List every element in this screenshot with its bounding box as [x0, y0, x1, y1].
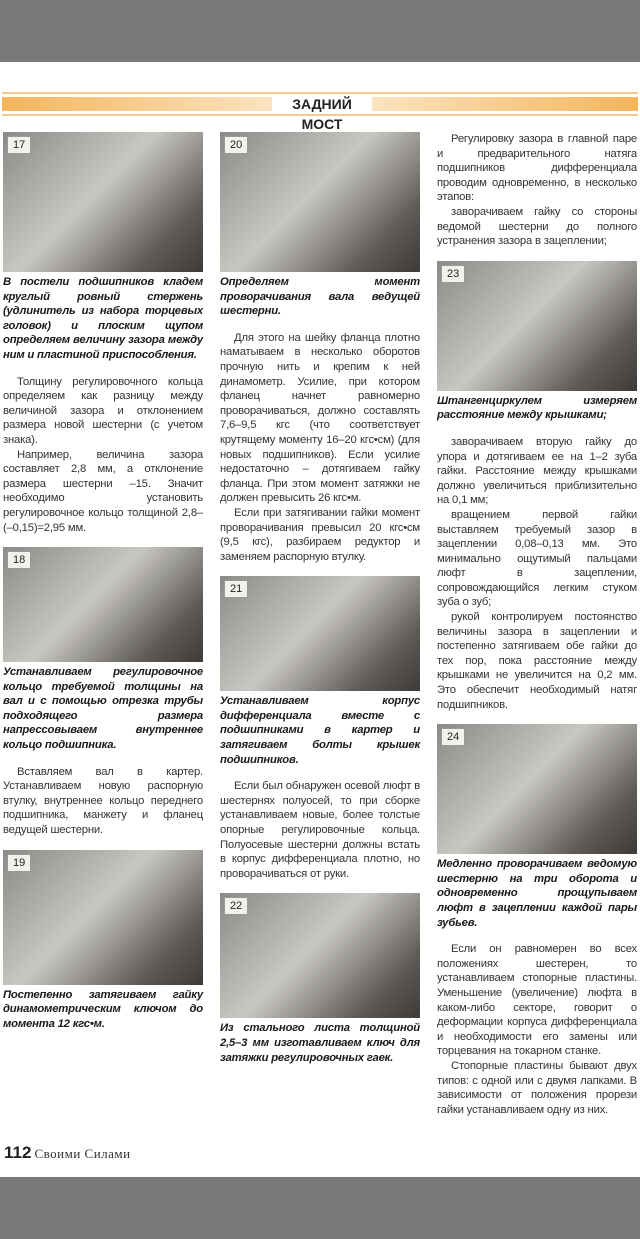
- page-footer: [4, 1143, 640, 1163]
- figure-caption: Устанавливаем регулировочное кольцо требуемой толщины на вал и с помощью отрезка трубы подходящего размера напрессовываем внутреннее кольцо подшипника.: [3, 666, 203, 752]
- photo-22: [220, 893, 420, 1018]
- figure-caption: Из стального листа толщиной 2,5–3 мм изготавливаем ключ для затяжки регулировочных гаек.: [220, 1022, 420, 1064]
- figure-caption: Штангенциркулем измеряем расстояние между крышками;: [437, 394, 637, 422]
- viewer-bottom-bar: [0, 1177, 640, 1239]
- column-1: [3, 132, 203, 1129]
- figure-caption: Постепенно затягиваем гайку динамометрическим ключом до момента 12 кгс•м.: [3, 988, 203, 1030]
- paragraph: Толщину регулировочного кольца определяем как разницу между величиной зазора и отклонением размера новой шестерни (с учетом знака).: [3, 375, 203, 446]
- figure-number: 23: [441, 265, 465, 283]
- paragraph: заворачиваем вторую гайку до упора и дотягиваем ее на 1–2 зуба гайки. Расстояние между крышками должно увеличиться приблизительно на 0,1 мм;: [437, 435, 637, 507]
- figure-caption: Определяем момент проворачивания вала ведущей шестерни.: [220, 276, 420, 318]
- column-3: [437, 132, 637, 1129]
- paragraph: Если был обнаружен осевой люфт в шестернях полуосей, то при сборке устанавливаем новые, более толстые опорные регулировочные кольца. Полуосевые шестерни должны встать в корпус дифференциала плотно, но проворачиваться от руки.: [220, 780, 420, 880]
- body-text: [437, 435, 637, 712]
- paragraph: Стопорные пластины бывают двух типов: с одной или с двумя лапками. В зависимости от положения прорези гайки устанавливаем одну из них.: [437, 1059, 637, 1116]
- paragraph: Если он равномерен во всех положениях шестерен, то устанавливаем стопорные пластины. Уменьшение (увеличение) люфта в каком-либо секторе, говорит о деформации корпуса дифференциала и необходимости его замены или торцевания на токарном станке.: [437, 943, 637, 1058]
- photo-18: [3, 547, 203, 662]
- magazine-page: [0, 62, 640, 1177]
- paragraph: Регулировку зазора в главной паре и предварительного натяга подшипников дифференциала проводим одновременно, в несколько этапов:: [437, 133, 637, 204]
- section-header: [2, 92, 638, 132]
- figure-number: 19: [7, 854, 31, 872]
- body-text: [3, 375, 203, 536]
- photo-20: [220, 132, 420, 272]
- body-text: [220, 779, 420, 881]
- header-bar-left: [2, 97, 272, 111]
- photo-19: [3, 850, 203, 985]
- paragraph: Если при затягивании гайки момент проворачивания превысил 20 кгс•см (9,5 кгс), разбираем редуктор и заменяем распорную втулку.: [220, 506, 420, 563]
- page-number: 112: [4, 1143, 32, 1163]
- figure-number: 18: [7, 551, 31, 569]
- figure-caption: В постели подшипников кладем круглый ровный стержень (удлинитель из набора торцевых головок) и плоским щупом определяем величину зазора между ним и пластиной приспособления.: [3, 276, 203, 361]
- paragraph: рукой контролируем постоянство величины зазора в зацеплении и постепенно затягиваем обе гайки до тех пор, пока расстояние между крышками не увеличится на 0,2 мм. Это обеспечит необходимый натяг подшипников.: [437, 611, 637, 711]
- figure-number: 20: [224, 136, 248, 154]
- magazine-name: Своими Силами: [34, 1146, 131, 1162]
- columns: [0, 116, 640, 1129]
- figure-caption: Устанавливаем корпус дифференциала вместе с подшипниками в картер и затягиваем болты крышек подшипников.: [220, 695, 420, 766]
- body-text: [220, 331, 420, 565]
- paragraph: Для этого на шейку фланца плотно наматываем в несколько оборотов прочную нить и крепим к ней динамометр. Усилие, при котором фланец начнет равномерно проворачиваться, должно составлять 7,6–9,5 кгс (что соответствует крутящему моменту 16–20 кгс•см) (для новых подшипников). Если усилие недостаточно – дотягиваем гайку фланца. При этом момент затяжки не должен превысить 26 кгс•м.: [220, 331, 420, 505]
- section-title: ЗАДНИЙ МОСТ: [274, 94, 370, 114]
- photo-17: [3, 132, 203, 272]
- body-text: [3, 765, 203, 838]
- paragraph: Вставляем вал в картер. Устанавливаем новую распорную втулку, внутреннее кольцо переднего подшипника, манжету и фланец ведущей шестерни.: [3, 765, 203, 837]
- figure-number: 22: [224, 897, 248, 915]
- paragraph: Например, величина зазора составляет 2,8 мм, а отклонение размера шестерни –15. Значит необходимо установить регулировочное кольцо толщиной 2,8–(–0,15)=2,95 мм.: [3, 448, 203, 534]
- figure-number: 17: [7, 136, 31, 154]
- figure-number: 24: [441, 728, 465, 746]
- viewer-top-bar: [0, 0, 640, 62]
- photo-21: [220, 576, 420, 691]
- paragraph: вращением первой гайки выставляем требуемый зазор в зацеплении 0,08–0,13 мм. Это минимально ощутимый пальцами люфт в зацеплении, сопровождающийся легким стуком зуба о зуб;: [437, 508, 637, 609]
- body-text: [437, 942, 637, 1117]
- body-text: [437, 132, 637, 249]
- figure-number: 21: [224, 580, 248, 598]
- photo-23: [437, 261, 637, 391]
- header-bar-right: [372, 97, 638, 111]
- paragraph: заворачиваем гайку со стороны ведомой шестерни до полного устранения зазора в зацеплении;: [437, 205, 637, 248]
- column-2: [220, 132, 420, 1129]
- figure-caption: Медленно проворачиваем ведомую шестерню на три оборота и одновременно прощупываем люфт в зацеплении каждой пары зубьев.: [437, 858, 637, 929]
- photo-24: [437, 724, 637, 854]
